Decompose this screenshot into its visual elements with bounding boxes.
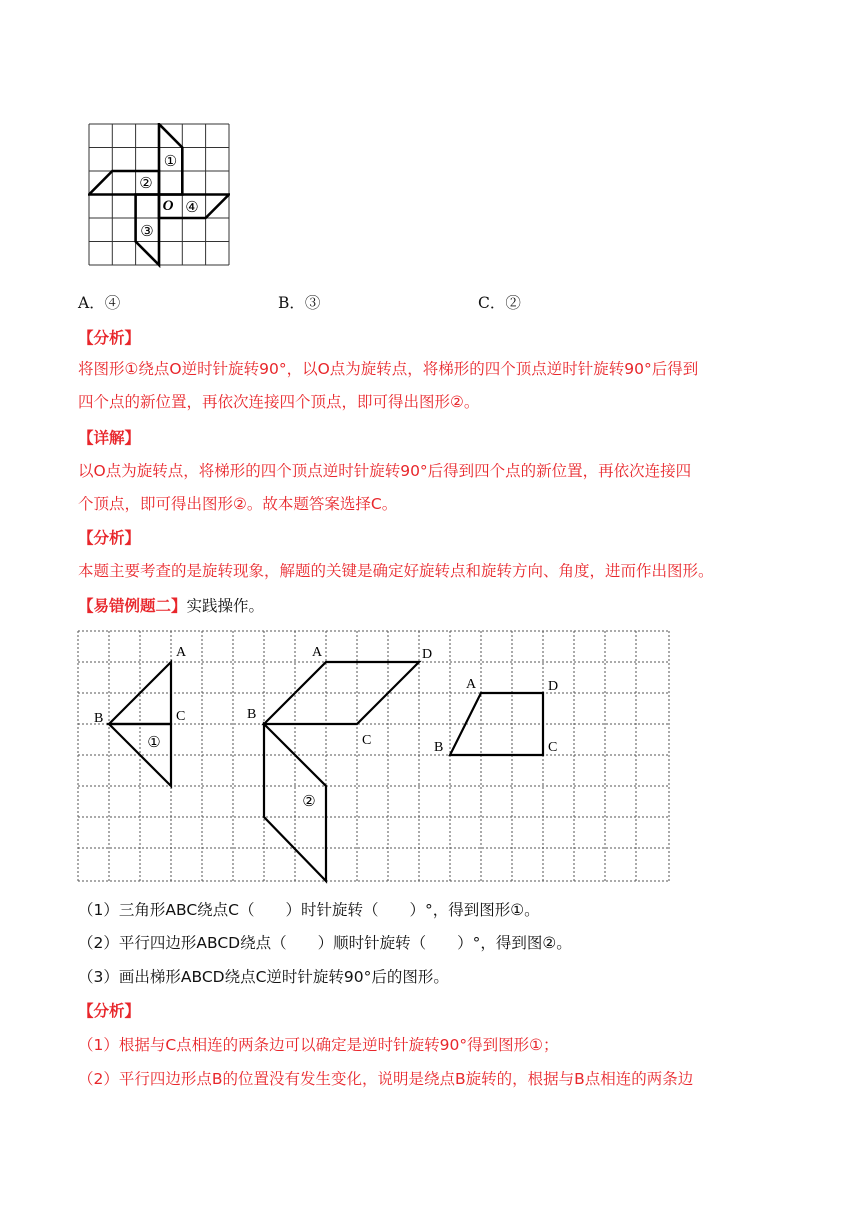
rotation-figure-1	[88, 123, 230, 268]
par-label-2: ②	[302, 794, 316, 810]
analysis-text-3a: （1）根据与C点相连的两条边可以确定是逆时针旋转90°得到图形①；	[78, 1036, 559, 1054]
example-2-title-row	[78, 595, 264, 617]
detail-heading: 【详解】	[78, 429, 141, 447]
par-label-a: A	[312, 645, 323, 660]
question-2: （2）平行四边形ABCD绕点（ ）顺时针旋转（ ）°，得到图②。	[78, 934, 572, 952]
option-b[interactable]: B．③	[278, 294, 321, 312]
tri-label-1: ①	[147, 735, 161, 751]
label-3: ③	[140, 224, 154, 240]
question-3: （3）画出梯形ABCD绕点C逆时针旋转90°后的图形。	[78, 968, 449, 986]
label-4: ④	[185, 200, 199, 216]
trap-label-b: B	[434, 740, 444, 755]
option-c[interactable]: C．②	[478, 294, 521, 312]
par-label-d: D	[422, 647, 433, 662]
example-2-heading: 【易错例题二】	[78, 597, 187, 615]
detail-text-a: 以O点为旋转点，将梯形的四个顶点逆时针旋转90°后得到四个点的新位置，再依次连接四	[78, 462, 692, 480]
par-label-b: B	[247, 707, 257, 722]
question-1: （1）三角形ABC绕点C（ ）时针旋转（ ）°，得到图形①。	[78, 901, 540, 919]
tri-label-a: A	[176, 645, 187, 660]
analysis-text-1b: 四个点的新位置，再依次连接四个顶点，即可得出图形②。	[78, 393, 480, 411]
analysis-text-3b: （2）平行四边形点B的位置没有发生变化，说明是绕点B旋转的，根据与B点相连的两条边	[78, 1070, 694, 1088]
label-1: ①	[163, 154, 178, 170]
trap-label-a: A	[466, 677, 477, 692]
example-2-title: 实践操作。	[186, 597, 265, 615]
trap-label-d: D	[548, 679, 559, 694]
label-2: ②	[139, 176, 153, 192]
option-a[interactable]: A．④	[78, 294, 121, 312]
analysis-heading-2: 【分析】	[78, 529, 141, 547]
analysis-text-1a: 将图形①绕点O逆时针旋转90°，以O点为旋转点，将梯形的四个顶点逆时针旋转90°后得到	[78, 360, 699, 378]
detail-text-b: 个顶点，即可得出图形②。故本题答案选择C。	[78, 495, 398, 513]
tri-label-b: B	[94, 711, 104, 726]
par-label-c: C	[362, 733, 372, 748]
tri-label-c: C	[176, 709, 186, 724]
rotation-figure-2	[77, 630, 671, 884]
center-label-o: O	[162, 198, 174, 214]
analysis-text-2: 本题主要考查的是旋转现象，解题的关键是确定好旋转点和旋转方向、角度，进而作出图形。	[78, 562, 714, 580]
analysis-heading-1: 【分析】	[78, 329, 141, 347]
trap-label-c: C	[548, 740, 558, 755]
analysis-heading-3: 【分析】	[78, 1002, 141, 1020]
